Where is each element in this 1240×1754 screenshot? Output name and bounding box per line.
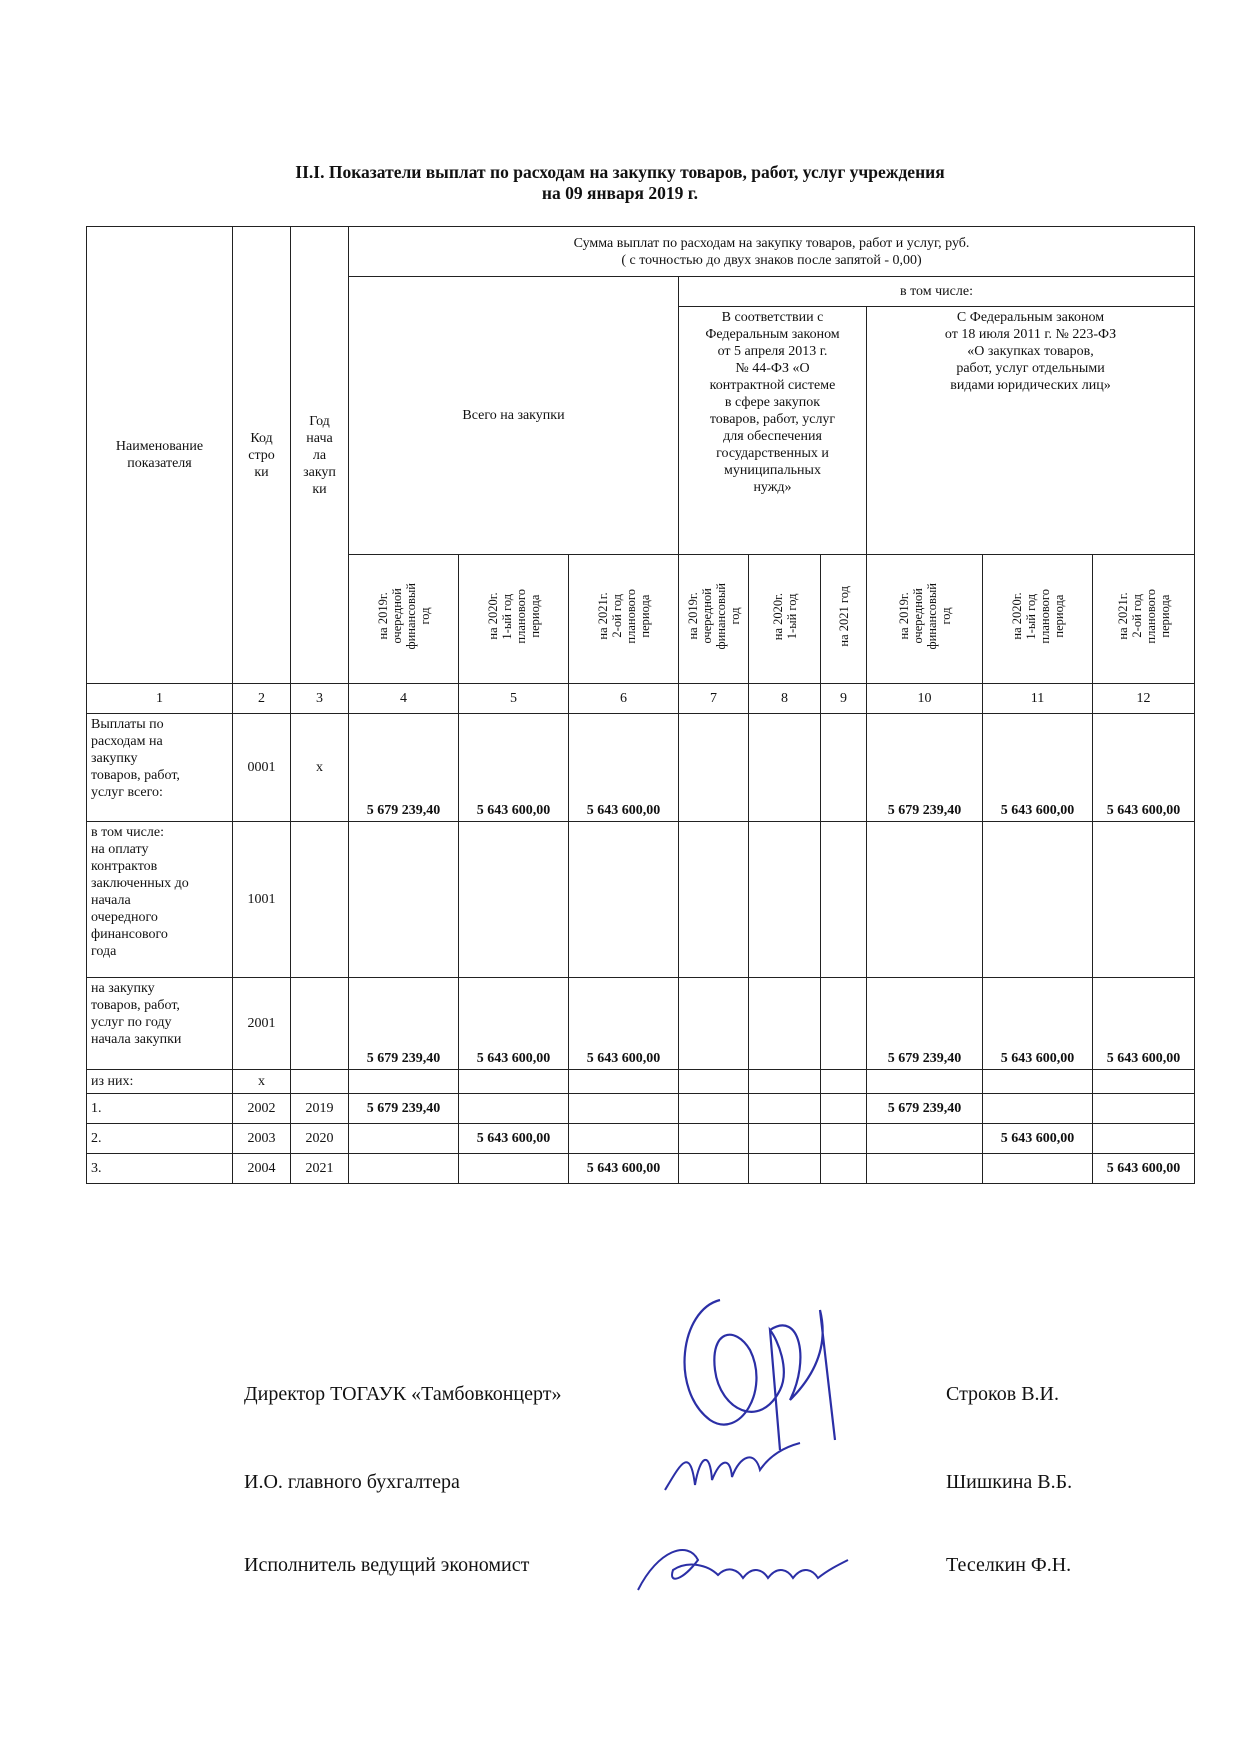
row-label: в том числе: на оплату контрактов заключенных до начала очередного финансового года — [87, 822, 233, 978]
row-year: 2019 — [291, 1094, 349, 1124]
row-value: 5 643 600,00 — [459, 978, 569, 1070]
row-value: 5 643 600,00 — [983, 1124, 1093, 1154]
row-value — [459, 1154, 569, 1184]
payments-table — [86, 226, 1195, 1184]
row-value: 5 643 600,00 — [983, 714, 1093, 822]
row-value — [679, 1070, 749, 1094]
header-year: Год нача ла закуп ки — [291, 227, 349, 684]
row-value — [1093, 822, 1195, 978]
row-value — [983, 822, 1093, 978]
row-value: 5 679 239,40 — [867, 1094, 983, 1124]
document-title — [0, 162, 1240, 204]
row-value — [679, 822, 749, 978]
header-fz223: С Федеральным законом от 18 июля 2011 г. № 223-ФЗ «О закупках товаров, работ, услуг отдельными видами юридических лиц» — [867, 307, 1195, 555]
row-value — [983, 1154, 1093, 1184]
row-year: 2021 — [291, 1154, 349, 1184]
header-period-label: на 2019г. очередной финансовый год — [896, 583, 953, 650]
row-value — [569, 1124, 679, 1154]
row-value: 5 643 600,00 — [569, 714, 679, 822]
row-value — [1093, 1094, 1195, 1124]
header-period-label: на 2020г. 1-ый год планового периода — [485, 589, 542, 644]
row-value — [569, 1070, 679, 1094]
row-value: 5 679 239,40 — [349, 1094, 459, 1124]
row-value — [1093, 1070, 1195, 1094]
row-value — [867, 1154, 983, 1184]
row-value: 5 643 600,00 — [1093, 714, 1195, 822]
header-period — [983, 555, 1093, 684]
row-code: 2004 — [233, 1154, 291, 1184]
header-code: Код стро ки — [233, 227, 291, 684]
row-code: 2001 — [233, 978, 291, 1070]
row-value — [983, 1094, 1093, 1124]
signature-name: Теселкин Ф.Н. — [946, 1554, 1072, 1576]
column-number: 12 — [1093, 684, 1195, 714]
row-value — [749, 978, 821, 1070]
signature-position: И.О. главного бухгалтера — [244, 1471, 460, 1493]
row-value — [867, 1070, 983, 1094]
row-value — [679, 714, 749, 822]
row-code: 2003 — [233, 1124, 291, 1154]
header-period — [349, 555, 459, 684]
accountant-signature — [660, 1435, 810, 1505]
header-period — [569, 555, 679, 684]
header-period-label: на 2019г. очередной финансовый год — [685, 583, 742, 650]
row-value: 5 643 600,00 — [1093, 1154, 1195, 1184]
economist-signature — [628, 1530, 858, 1600]
row-value: 5 679 239,40 — [867, 714, 983, 822]
row-year: 2020 — [291, 1124, 349, 1154]
row-value — [679, 1094, 749, 1124]
row-label: Выплаты по расходам на закупку товаров, работ, услуг всего: — [87, 714, 233, 822]
header-period — [679, 555, 749, 684]
column-number: 3 — [291, 684, 349, 714]
row-year: x — [291, 714, 349, 822]
row-value: 5 679 239,40 — [867, 978, 983, 1070]
row-value — [749, 1094, 821, 1124]
column-number: 6 — [569, 684, 679, 714]
row-value — [459, 822, 569, 978]
row-value — [459, 1094, 569, 1124]
row-value: 5 679 239,40 — [349, 714, 459, 822]
signature-position: Директор ТОГАУК «Тамбовконцерт» — [244, 1383, 562, 1405]
row-value — [867, 822, 983, 978]
header-name: Наименование показателя — [87, 227, 233, 684]
signature-name: Строков В.И. — [946, 1383, 1059, 1405]
table-row — [87, 1124, 1195, 1154]
row-label: на закупку товаров, работ, услуг по году начала закупки — [87, 978, 233, 1070]
row-year — [291, 978, 349, 1070]
row-code: x — [233, 1070, 291, 1094]
signature-name: Шишкина В.Б. — [946, 1471, 1073, 1493]
table-row — [87, 822, 1195, 978]
row-value — [349, 1070, 459, 1094]
row-code: 0001 — [233, 714, 291, 822]
table-row — [87, 1154, 1195, 1184]
row-year — [291, 822, 349, 978]
row-value — [749, 1070, 821, 1094]
table-row — [87, 714, 1195, 822]
row-label: 3. — [87, 1154, 233, 1184]
column-number: 9 — [821, 684, 867, 714]
row-label: 2. — [87, 1124, 233, 1154]
column-number: 7 — [679, 684, 749, 714]
column-number: 10 — [867, 684, 983, 714]
header-period — [1093, 555, 1195, 684]
column-number: 4 — [349, 684, 459, 714]
row-value — [821, 1094, 867, 1124]
row-value: 5 643 600,00 — [983, 978, 1093, 1070]
row-value — [679, 1154, 749, 1184]
row-value — [867, 1124, 983, 1154]
row-value: 5 643 600,00 — [459, 1124, 569, 1154]
header-sum-title: Сумма выплат по расходам на закупку товаров, работ и услуг, руб. ( с точностью до двух знаков после запятой - 0,00) — [349, 227, 1195, 277]
title-line-1: II.I. Показатели выплат по расходам на закупку товаров, работ, услуг учреждения — [295, 162, 945, 182]
row-value — [459, 1070, 569, 1094]
column-number: 1 — [87, 684, 233, 714]
header-period-label: на 2021г. 2-ой год планового периода — [595, 589, 652, 644]
row-value — [821, 1070, 867, 1094]
header-period-label: на 2021 год — [836, 586, 851, 647]
row-label: 1. — [87, 1094, 233, 1124]
row-value — [749, 1124, 821, 1154]
row-value — [821, 1154, 867, 1184]
row-value — [983, 1070, 1093, 1094]
row-year — [291, 1070, 349, 1094]
row-value — [679, 978, 749, 1070]
header-total: Всего на закупки — [349, 277, 679, 555]
row-value: 5 643 600,00 — [569, 1154, 679, 1184]
row-value — [1093, 1124, 1195, 1154]
row-value: 5 643 600,00 — [459, 714, 569, 822]
header-period — [749, 555, 821, 684]
column-number: 11 — [983, 684, 1093, 714]
column-number: 8 — [749, 684, 821, 714]
row-value — [821, 978, 867, 1070]
row-value — [569, 1094, 679, 1124]
row-value — [349, 1154, 459, 1184]
row-code: 1001 — [233, 822, 291, 978]
signature-position: Исполнитель ведущий экономист — [244, 1554, 530, 1576]
row-value — [569, 822, 679, 978]
row-value — [821, 1124, 867, 1154]
column-number: 2 — [233, 684, 291, 714]
row-value — [821, 714, 867, 822]
header-fz44: В соответствии с Федеральным законом от 5 апреля 2013 г. № 44-ФЗ «О контрактной системе в сфере закупок товаров, работ, услуг для обеспечения государственных и муниципальных нужд» — [679, 307, 867, 555]
header-period-label: на 2019г. очередной финансовый год — [375, 583, 432, 650]
table-row — [87, 1070, 1195, 1094]
header-period — [867, 555, 983, 684]
row-value — [749, 1154, 821, 1184]
header-period-label: на 2020г. 1-ый год — [770, 592, 799, 641]
table-row — [87, 978, 1195, 1070]
title-line-2: на 09 января 2019 г. — [541, 183, 699, 203]
header-period-label: на 2021г. 2-ой год планового периода — [1115, 589, 1172, 644]
header-including: в том числе: — [679, 277, 1195, 307]
table-row — [87, 1094, 1195, 1124]
row-value: 5 643 600,00 — [569, 978, 679, 1070]
row-value — [749, 714, 821, 822]
row-value — [349, 822, 459, 978]
row-code: 2002 — [233, 1094, 291, 1124]
header-period — [821, 555, 867, 684]
row-value — [349, 1124, 459, 1154]
header-period — [459, 555, 569, 684]
row-value: 5 679 239,40 — [349, 978, 459, 1070]
column-number: 5 — [459, 684, 569, 714]
header-period-label: на 2020г. 1-ый год планового периода — [1009, 589, 1066, 644]
row-value: 5 643 600,00 — [1093, 978, 1195, 1070]
row-value — [749, 822, 821, 978]
row-value — [679, 1124, 749, 1154]
row-label: из них: — [87, 1070, 233, 1094]
row-value — [821, 822, 867, 978]
